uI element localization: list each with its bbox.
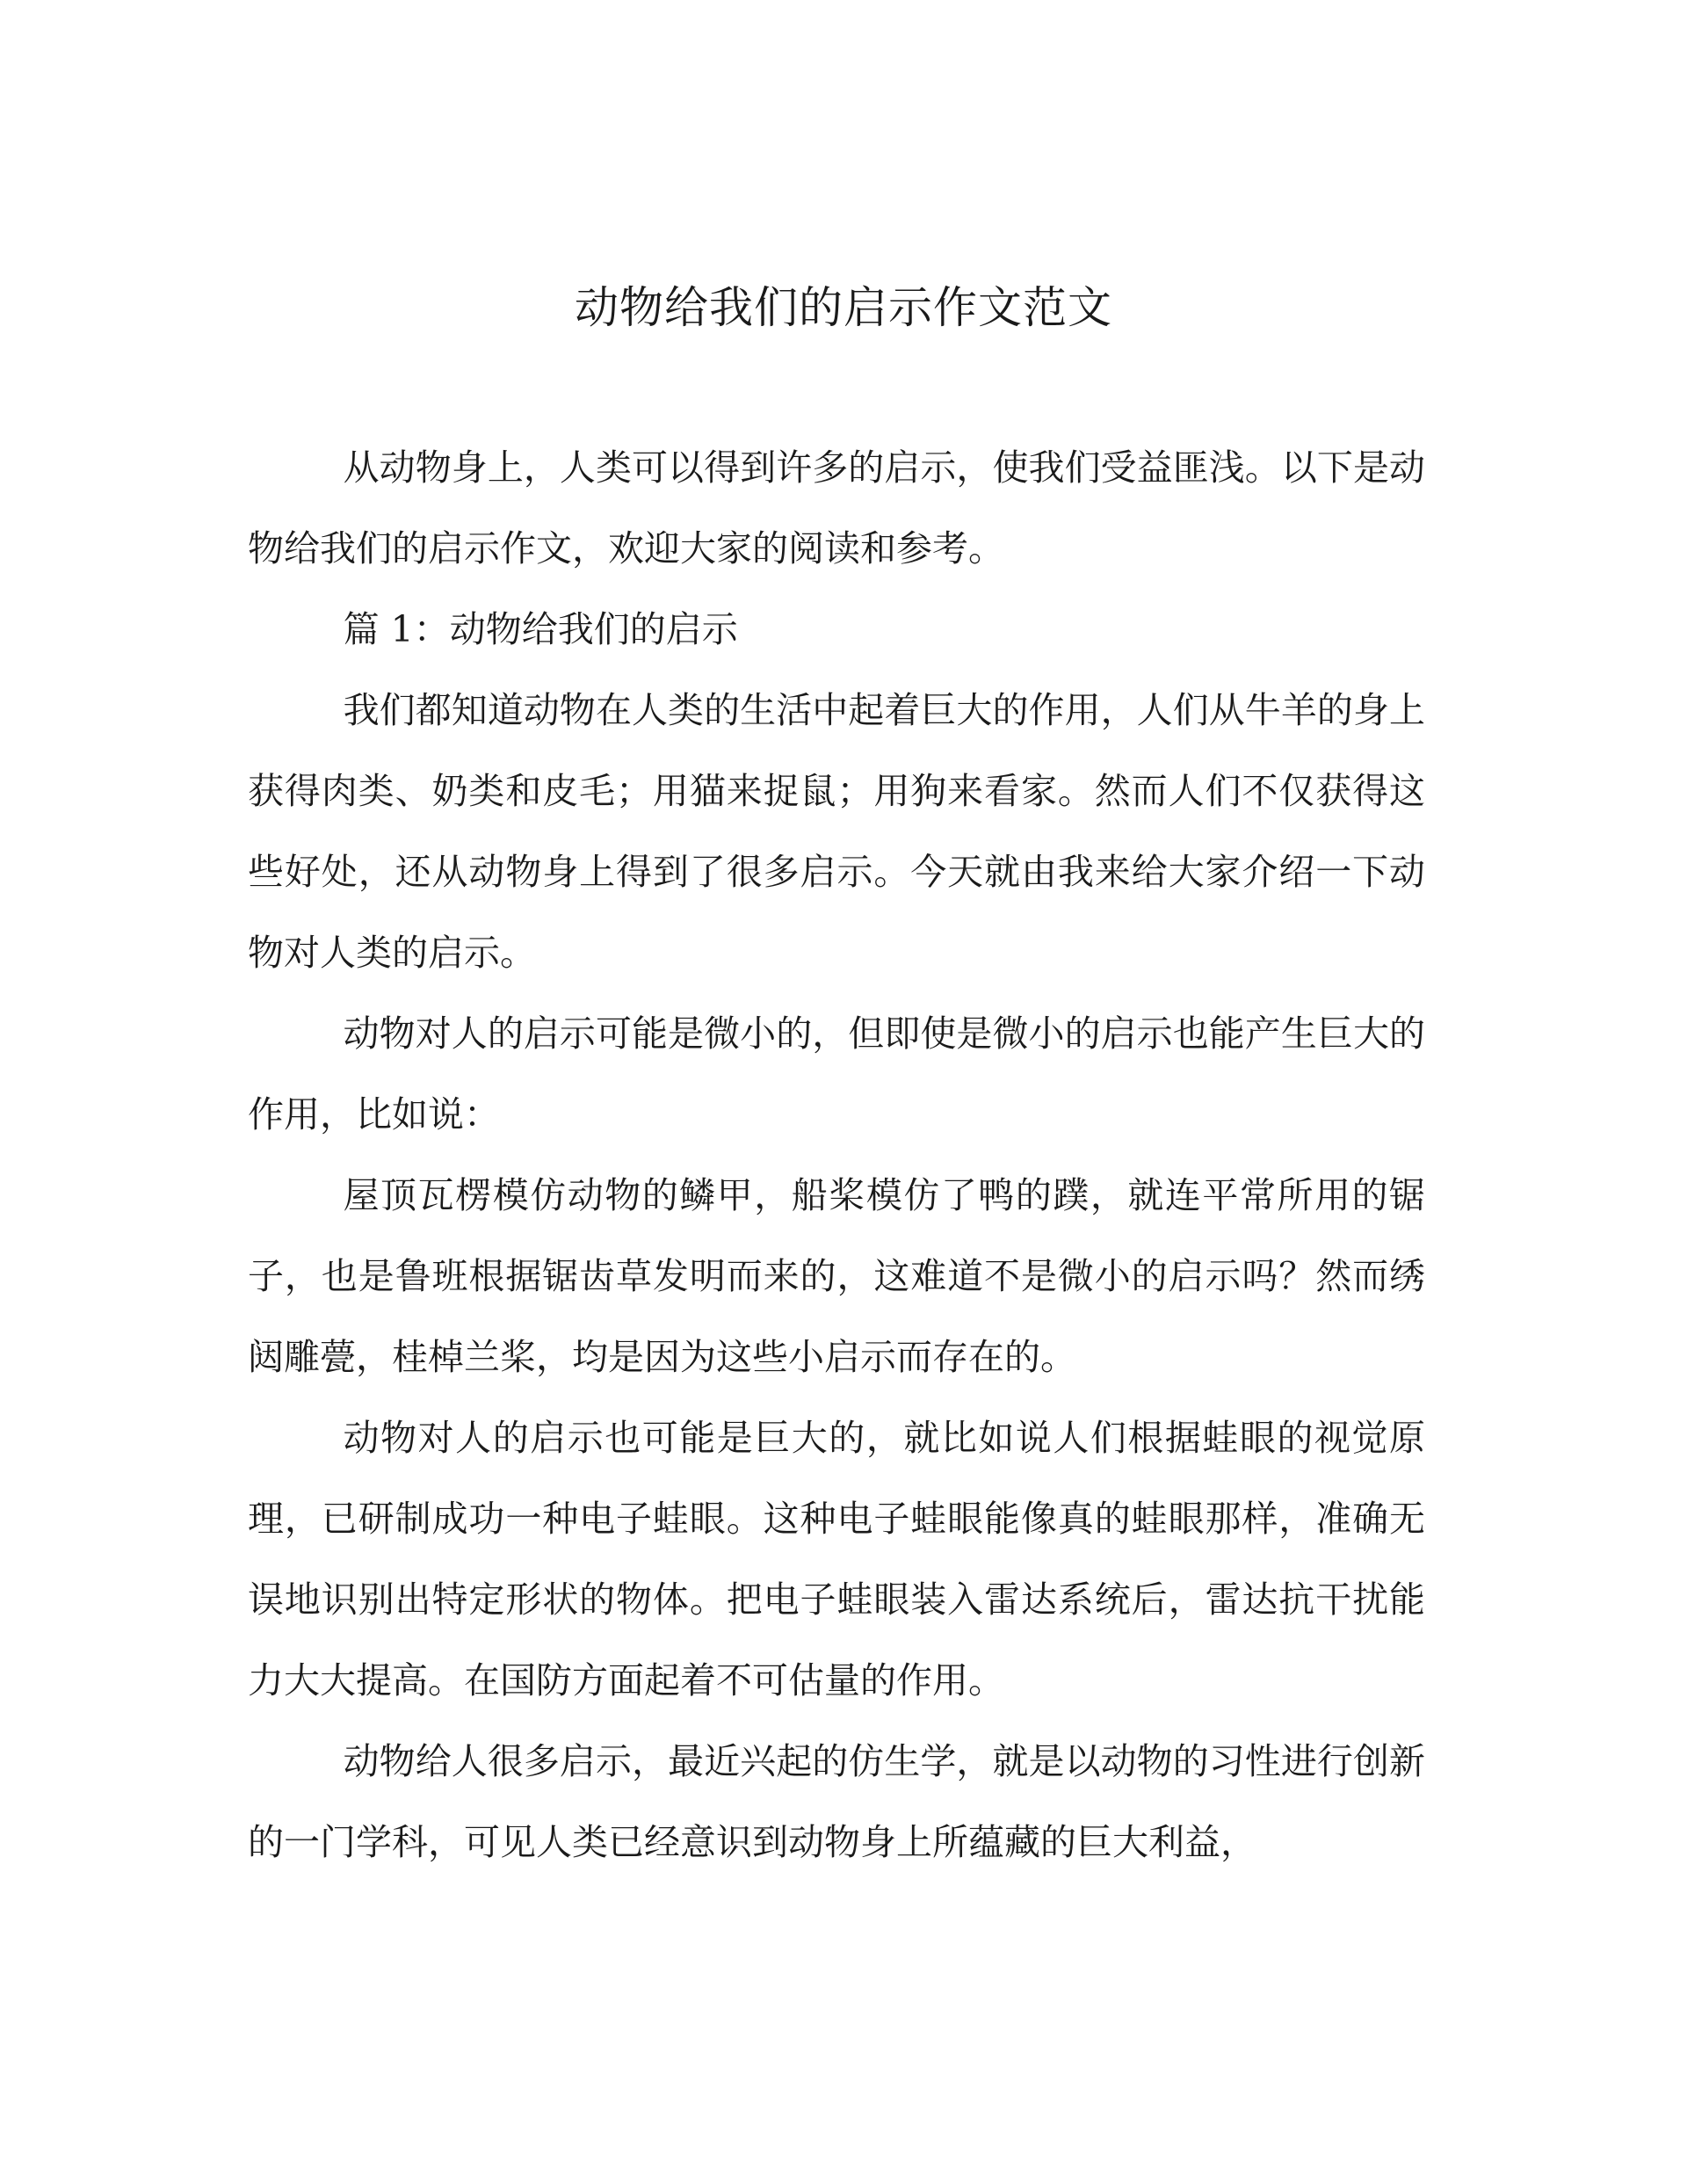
- document-title: 动物给我们的启示作文范文: [575, 282, 1112, 333]
- paragraph: 动物对人的启示也可能是巨大的，就比如说人们根据蛙眼的视觉原理，已研制成功一种电子蛙眼。这种电子蛙眼能像真的蛙眼那样，准确无误地识别出特定形状的物体。把电子蛙眼装入雷达系统后，雷达抗干扰能力大大提高。在国防方面起着不可估量的作用。: [248, 1417, 1425, 1701]
- paragraph: 动物给人很多启示，最近兴起的仿生学，就是以动物的习性进行创新的一门学科，可见人类已经意识到动物身上所蕴藏的巨大利益，: [248, 1740, 1425, 1863]
- paragraph: 动物对人的启示可能是微小的，但即使是微小的启示也能产生巨大的作用，比如说：: [248, 1012, 1425, 1136]
- paragraph: 我们都知道动物在人类的生活中起着巨大的作用，人们从牛羊的身上获得肉类、奶类和皮毛；用猫来捉鼠；用狗来看家。然而人们不仅获得这些好处，还从动物身上得到了很多启示。今天就由我来给大家介绍一下动物对人类的启示。: [248, 689, 1425, 974]
- document-body: [248, 427, 1425, 1883]
- section-heading: 篇 1：动物给我们的启示: [343, 608, 738, 650]
- paragraph: 屋顶瓦楞模仿动物的鳞甲，船桨模仿了鸭的蹼，就连平常所用的锯子，也是鲁班根据锯齿草发明而来的，这难道不是微小的启示吗？然而绣闼雕甍，桂棹兰桨，均是因为这些小启示而存在的。: [248, 1174, 1425, 1378]
- paragraph-intro: 从动物身上，人类可以得到许多的启示，使我们受益匪浅。以下是动物给我们的启示作文，欢迎大家的阅读和参考。: [248, 446, 1425, 570]
